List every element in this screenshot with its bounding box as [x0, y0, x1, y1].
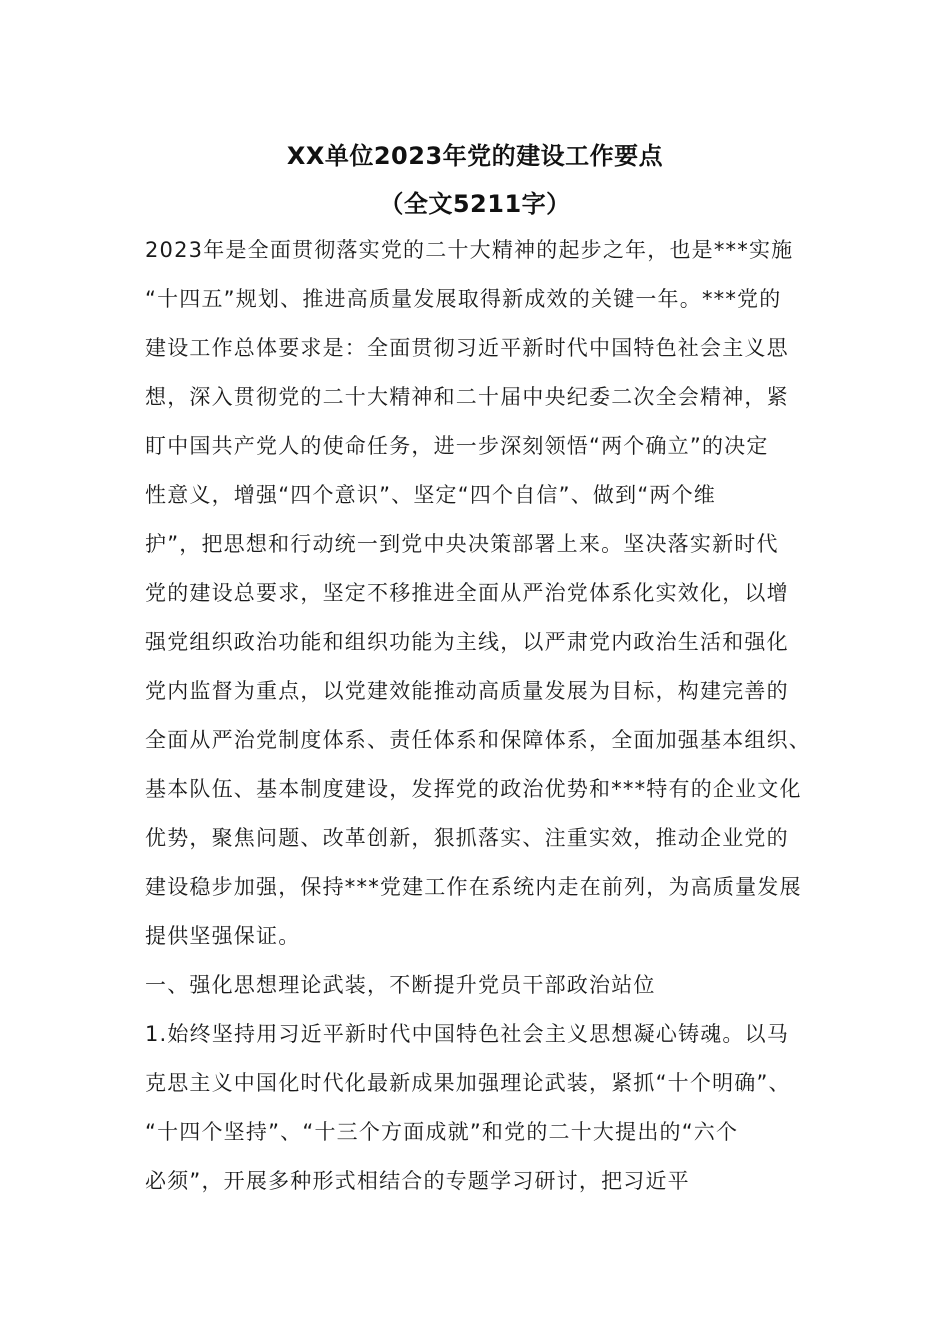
body-line: 党的建设总要求，坚定不移推进全面从严治党体系化实效化，以增: [145, 581, 789, 605]
body-line: 2023年是全面贯彻落实党的二十大精神的起步之年，也是***实施: [145, 238, 794, 262]
body-line: “十四个坚持”、“十三个方面成就”和党的二十大提出的“六个: [145, 1120, 739, 1144]
body-line: 建设稳步加强，保持***党建工作在系统内走在前列，为高质量发展: [145, 875, 802, 899]
body-line: 党内监督为重点，以党建效能推动高质量发展为目标，构建完善的: [145, 679, 789, 703]
document-title: XX单位2023年党的建设工作要点: [286, 142, 664, 170]
body-line: 优势，聚焦问题、改革创新，狠抓落实、注重实效，推动企业党的: [145, 826, 789, 850]
body-line: 强党组织政治功能和组织功能为主线，以严肃党内政治生活和强化: [145, 630, 789, 654]
body-line: 1.始终坚持用习近平新时代中国特色社会主义思想凝心铸魂。以马: [145, 1022, 790, 1046]
document-body: [145, 226, 825, 1206]
body-line: 必须”，开展多种形式相结合的专题学习研讨，把习近平: [145, 1169, 690, 1193]
body-line: 提供坚强保证。: [145, 924, 301, 948]
body-line: 克思主义中国化时代化最新成果加强理论武装，紧抓“十个明确”、: [145, 1071, 791, 1095]
body-line: 全面从严治党制度体系、责任体系和保障体系，全面加强基本组织、: [145, 728, 811, 752]
document-subtitle: （全文5211字）: [379, 190, 571, 218]
body-line: 护”，把思想和行动统一到党中央决策部署上来。坚决落实新时代: [145, 532, 779, 556]
body-line: 基本队伍、基本制度建设，发挥党的政治优势和***特有的企业文化: [145, 777, 802, 801]
body-line: 性意义，增强“四个意识”、坚定“四个自信”、做到“两个维: [145, 483, 716, 507]
section-heading: 一、强化思想理论武装，不断提升党员干部政治站位: [145, 973, 656, 997]
body-line: 盯中国共产党人的使命任务，进一步深刻领悟“两个确立”的决定: [145, 434, 769, 458]
body-line: “十四五”规划、推进高质量发展取得新成效的关键一年。***党的: [145, 287, 782, 311]
body-line: 想，深入贯彻党的二十大精神和二十届中央纪委二次全会精神，紧: [145, 385, 789, 409]
body-line: 建设工作总体要求是：全面贯彻习近平新时代中国特色社会主义思: [145, 336, 789, 360]
